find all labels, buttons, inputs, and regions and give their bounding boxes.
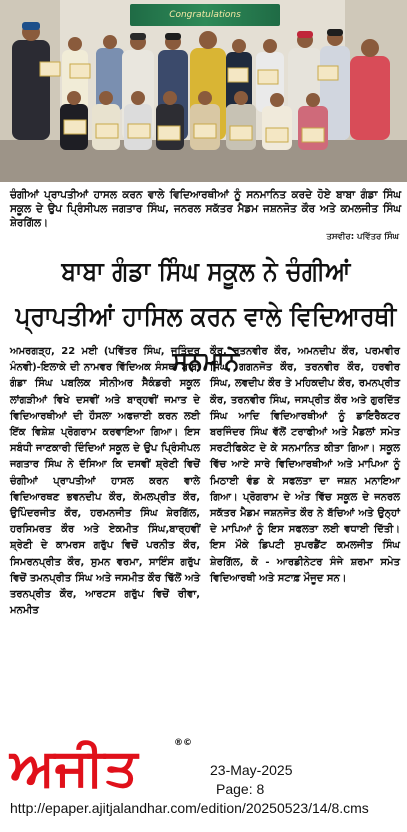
photo-scene bbox=[0, 0, 407, 182]
page-number: Page: 8 bbox=[216, 781, 265, 797]
photo-banner: Congratulations bbox=[130, 4, 280, 26]
photo-caption: ਚੰਗੀਆਂ ਪ੍ਰਾਪਤੀਆਂ ਹਾਸਲ ਕਰਨ ਵਾਲੇ ਵਿਦਿਆਰਥੀਆਂ ਨੂੰ ਸਨਮਾਨਿਤ ਕਰਦੇ ਹੋਏ ਬਾਬਾ ਗੰਡਾ ਸਿੰਘ ਸਕੂਲ ਦੇ ਉਪ ਪ੍ਰਿੰਸੀਪਲ ਜਗਤਾਰ ਸਿੰਘ, ਜਨਰਲ ਸਕੱਤਰ ਮੈਡਮ ਜਸ਼ਨਜੋਤ ਕੌਰ ਅਤੇ ਕਮਲਜੀਤ ਸਿੰਘ ਸ਼ੇਰਗਿੱਲ। bbox=[10, 189, 401, 229]
epaper-url[interactable]: http://epaper.ajitjalandhar.com/edition/20250523/14/8.cms bbox=[10, 800, 369, 816]
logo-text: ਅਜੀਤ bbox=[10, 738, 138, 793]
news-photo bbox=[0, 0, 407, 182]
registered-mark: ®© bbox=[174, 738, 192, 748]
article-body-right-column: ਕੌਰ, ਰਤਨਵੀਰ ਕੌਰ, ਅਮਨਦੀਪ ਕੌਰ, ਪਰਮਵੀਰ ਸਿੰਘ, ਗਗਨਜੋਤ ਕੌਰ, ਤਰਨਵੀਰ ਕੌਰ, ਹਰਵੀਰ ਸਿੰਘ, ਲਵਦੀਪ ਕੌਰ ਤੇ ਮਹਿਕਦੀਪ ਕੌਰ, ਰਮਨਪ੍ਰੀਤ ਕੌਰ, ਤਰਨਵੀਰ ਸਿੰਘ, ਜਸਪ੍ਰੀਤ ਕੌਰ ਅਤੇ ਗੁਰਦਿੱਤ ਸਿੰਘ ਆਦਿ ਵਿਦਿਆਰਥੀਆਂ ਨੂੰ ਡਾਇਰੈਕਟਰ ਬਰਜਿੰਦਰ ਸਿੰਘ ਵੱਲੋਂ ਟਰਾਫੀਆਂ ਅਤੇ ਮੈਡਲਾਂ ਸਮੇਤ ਸਰਟੀਫਿਕੇਟ ਦੇ ਕੇ ਸਨਮਾਨਿਤ ਕੀਤਾ ਗਿਆ। ਸਕੂਲ ਵਿੱਚ ਆਏ ਸਾਰੇ ਵਿਦਿਆਰਥੀਆਂ ਅਤੇ ਮਾਪਿਆ ਨੂੰ ਮਿਠਾਈ ਵੰਡ ਕੇ ਸਫਲਤਾ ਦਾ ਜਸ਼ਨ ਮਨਾਇਆ ਗਿਆ। ਪ੍ਰੋਗਰਾਮ ਦੇ ਅੰਤ ਵਿੱਚ ਸਕੂਲ ਦੇ ਜਨਰਲ ਸਕੱਤਰ ਮੈਡਮ ਜਸ਼ਨਜੋਤ ਕੌਰ ਨੇ ਬੱਚਿਆਂ ਅਤੇ ਉਨ੍ਹਾਂ ਦੇ ਮਾਪਿਆਂ ਨੂੰ ਇਸ ਸਫਲਤਾ ਲਈ ਵਧਾਈ ਦਿੱਤੀ। ਇਸ ਮੌਕੇ ਡਿਪਟੀ ਸੁਪਰਡੈਂਟ ਕਮਲਜੀਤ ਸਿੰਘ ਸ਼ੇਰਗਿੱਲ, ਕੋ - ਆਰਡੀਨੇਟਰ ਸੰਜੇ ਸ਼ਰਮਾ ਸਮੇਤ ਵਿਦਿਆਰਥੀ ਅਤੇ ਸਟਾਫ਼ ਮੌਜੂਦ ਸਨ। bbox=[210, 346, 400, 584]
newspaper-logo bbox=[8, 735, 196, 793]
edition-date: 23-May-2025 bbox=[210, 762, 293, 778]
article-body-left-column: ਅਮਰਗੜ੍ਹ, 22 ਮਈ (ਪਵਿੱਤਰ ਸਿੰਘ, ਜਤਿੰਦਰ ਮੰਨਵੀ)-ਇਲਾਕੇ ਦੀ ਨਾਮਵਰ ਵਿੱਦਿਅਕ ਸੰਸਥਾ ਬਾਬਾ ਗੰਡਾ ਸਿੰਘ ਪਬਲਿਕ ਸੀਨੀਅਰ ਸੈਕੰਡਰੀ ਸਕੂਲ ਲਾਂਗੜੀਆਂ ਵਿਖੇ ਦਸਵੀਂ ਅਤੇ ਬਾਰ੍ਹਵੀਂ ਜਮਾਤ ਦੇ ਵਿਦਿਆਰਥੀਆਂ ਦੀ ਹੌਸਲਾ ਅਫਜ਼ਾਈ ਕਰਨ ਲਈ ਇੱਕ ਵਿਸ਼ੇਸ਼ ਪ੍ਰੋਗਰਾਮ ਕਰਵਾਇਆ ਗਿਆ। ਇਸ ਸਬੰਧੀ ਜਾਣਕਾਰੀ ਦਿੰਦਿਆਂ ਸਕੂਲ ਦੇ ਉਪ ਪ੍ਰਿੰਸੀਪਲ ਜਗਤਾਰ ਸਿੰਘ ਨੇ ਦੱਸਿਆ ਕਿ ਦਸਵੀਂ ਸ਼੍ਰੇਣੀ ਵਿਚੋਂ ਚੰਗੀਆਂ ਪ੍ਰਾਪਤੀਆਂ ਹਾਸਲ ਕਰਨ ਵਾਲੇ ਵਿਦਿਆਰਥਣ ਭਵਨਦੀਪ ਕੌਰ, ਕੋਮਲਪ੍ਰੀਤ ਕੌਰ, ਉਪਿੰਦਰਜੀਤ ਕੌਰ, ਹਰਮਨਜੀਤ ਸਿੰਘ ਸ਼ੇਰਗਿੱਲ, ਹਰਸਿਮਰਤ ਕੌਰ ਅਤੇ ਏਕਮੀਤ ਸਿੰਘ,ਬਾਰ੍ਹਵੀਂ ਸ਼੍ਰੇਣੀ ਦੇ ਕਾਮਰਸ ਗਰੁੱਪ ਵਿਚੋਂ ਪਰਨੀਤ ਕੌਰ, ਸਿਮਰਨਪ੍ਰੀਤ ਕੌਰ, ਸੁਮਨ ਵਰਮਾ, ਸਾਇੰਸ ਗਰੁੱਪ ਵਿਚੋਂ ਤਮਨਪ੍ਰੀਤ ਸਿੰਘ ਅਤੇ ਜਸਮੀਤ ਕੌਰ ਢਿੱਲੋਂ ਅਤੇ ਤਰਨਪ੍ਰੀਤ ਕੌਰ, ਆਰਟਸ ਗਰੁੱਪ ਵਿਚੋਂ ਰੀਵਾ, ਮਨਮੀਤ bbox=[10, 346, 200, 617]
photo-credit: ਤਸਵੀਰ: ਪਵਿੱਤਰ ਸਿੰਘ bbox=[326, 232, 399, 242]
article-headline: ਬਾਬਾ ਗੰਡਾ ਸਿੰਘ ਸਕੂਲ ਨੇ ਚੰਗੀਆਂ ਪ੍ਰਾਪਤੀਆਂ ਹਾਸਿਲ ਕਰਨ ਵਾਲੇ ਵਿਦਿਆਰਥੀ ਸਨਮਾਨੇ bbox=[15, 257, 397, 377]
